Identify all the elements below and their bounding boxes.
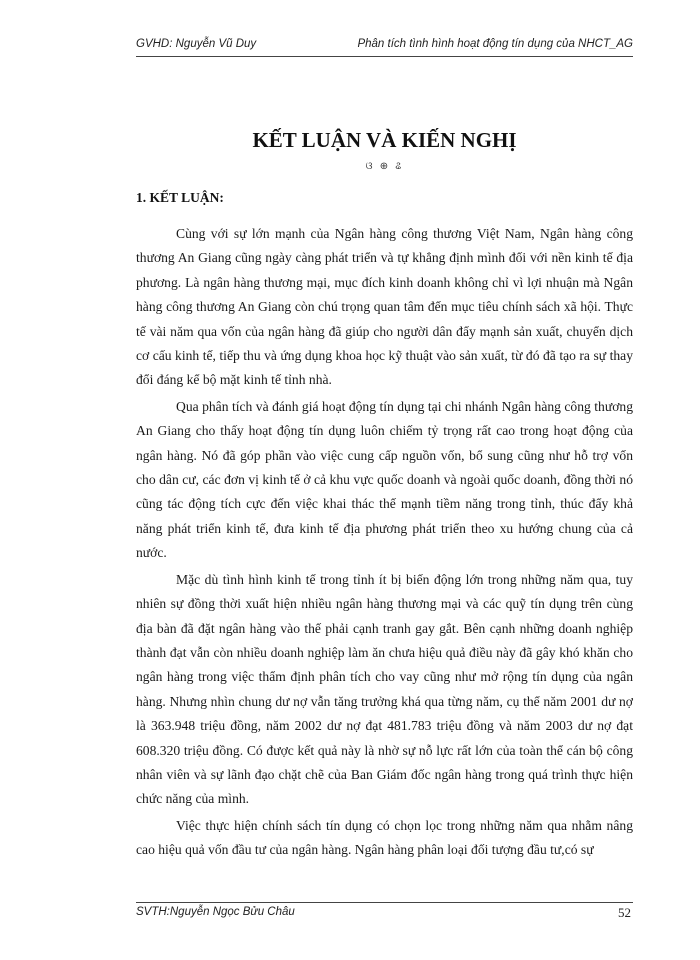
header-rule <box>136 56 633 57</box>
page-header <box>136 38 633 56</box>
footer-rule <box>136 902 633 903</box>
section-heading: 1. KẾT LUẬN: <box>136 190 224 205</box>
paragraph-1: Cùng với sự lớn mạnh của Ngân hàng công thương Việt Nam, Ngân hàng công thương An Giang cũng ngày càng phát triển và tự khẳng định mình đối với nền kinh tế địa phương. Là ngân hàng thương mại, mục đích kinh doanh không chỉ vì lợi nhuận mà Ngân hàng công thương An Giang còn chú trọng quan tâm đến mục tiêu chính sách xã hội. Thực tế vài năm qua vốn của ngân hàng đã giúp cho người dân đẩy mạnh sản xuất, chuyển dịch cơ cấu kinh tế, tiếp thu và ứng dụng khoa học kỹ thuật vào sản xuất, từ đó đã tạo ra sự thay đổi đáng kể bộ mặt kinh tế tỉnh nhà. <box>136 226 633 388</box>
page-footer <box>136 906 633 924</box>
ornament-divider: ଓ ⊕ ଌ <box>365 161 404 172</box>
paragraph-2: Qua phân tích và đánh giá hoạt động tín dụng tại chi nhánh Ngân hàng công thương An Giang cho thấy hoạt động tín dụng luôn chiếm tỷ trọng rất cao trong hoạt động của ngân hàng. Nó đã góp phần vào việc cung cấp nguồn vốn, bổ sung cũng như hỗ trợ vốn cho dân cư, các đơn vị kinh tế ở cả khu vực quốc doanh và ngoài quốc doanh, đồng thời nó cũng tác động tích cực đến việc khai thác thế mạnh tiềm năng trong tỉnh, thúc đẩy khả năng phát triển kinh tế, đưa kinh tế địa phương phát triển theo xu hướng chung của cả nước. <box>136 398 633 561</box>
page-title: KẾT LUẬN VÀ KIẾN NGHỊ <box>252 128 517 152</box>
body-text <box>136 222 633 865</box>
page-number: 52 <box>618 905 631 920</box>
header-advisor: GVHD: Nguyễn Vũ Duy <box>136 38 257 50</box>
paragraph-3: Mặc dù tình hình kinh tế trong tỉnh ít bị biến động lớn trong những năm qua, tuy nhiên sự đồng thời xuất hiện nhiều ngân hàng thương mại và các quỹ tín dụng trên cùng địa bàn đã đặt ngân hàng vào thế phải cạnh tranh gay gắt. Bên cạnh những doanh nghiệp thành đạt vẫn còn nhiều doanh nghiệp làm ăn chưa hiệu quả điều này đã gây khó khăn cho ngân hàng trong việc thẩm định phân tích cho vay cũng như mở rộng tín dụng của ngân hàng. Nhưng nhìn chung dư nợ vẫn tăng trưởng khá qua từng năm, cụ thể năm 2001 dư nợ là 363.948 triệu đồng, năm 2002 dư nợ đạt 481.783 triệu đồng và năm 2003 dư nợ đạt 608.320 triệu đồng. Có được kết quả này là nhờ sự nỗ lực rất lớn của toàn thể cán bộ công nhân viên và sự lãnh đạo chặt chẽ của Ban Giám đốc ngân hàng trong quá trình thực hiện chức năng của mình. <box>136 571 633 807</box>
header-document-title: Phân tích tình hình hoạt động tín dụng của NHCT_AG <box>357 38 633 50</box>
footer-student: SVTH:Nguyễn Ngọc Bửu Châu <box>136 906 295 918</box>
paragraph-4: Việc thực hiện chính sách tín dụng có chọn lọc trong những năm qua nhằm nâng cao hiệu quả vốn đầu tư của ngân hàng. Ngân hàng phân loại đối tượng đầu tư,có sự <box>136 817 633 858</box>
